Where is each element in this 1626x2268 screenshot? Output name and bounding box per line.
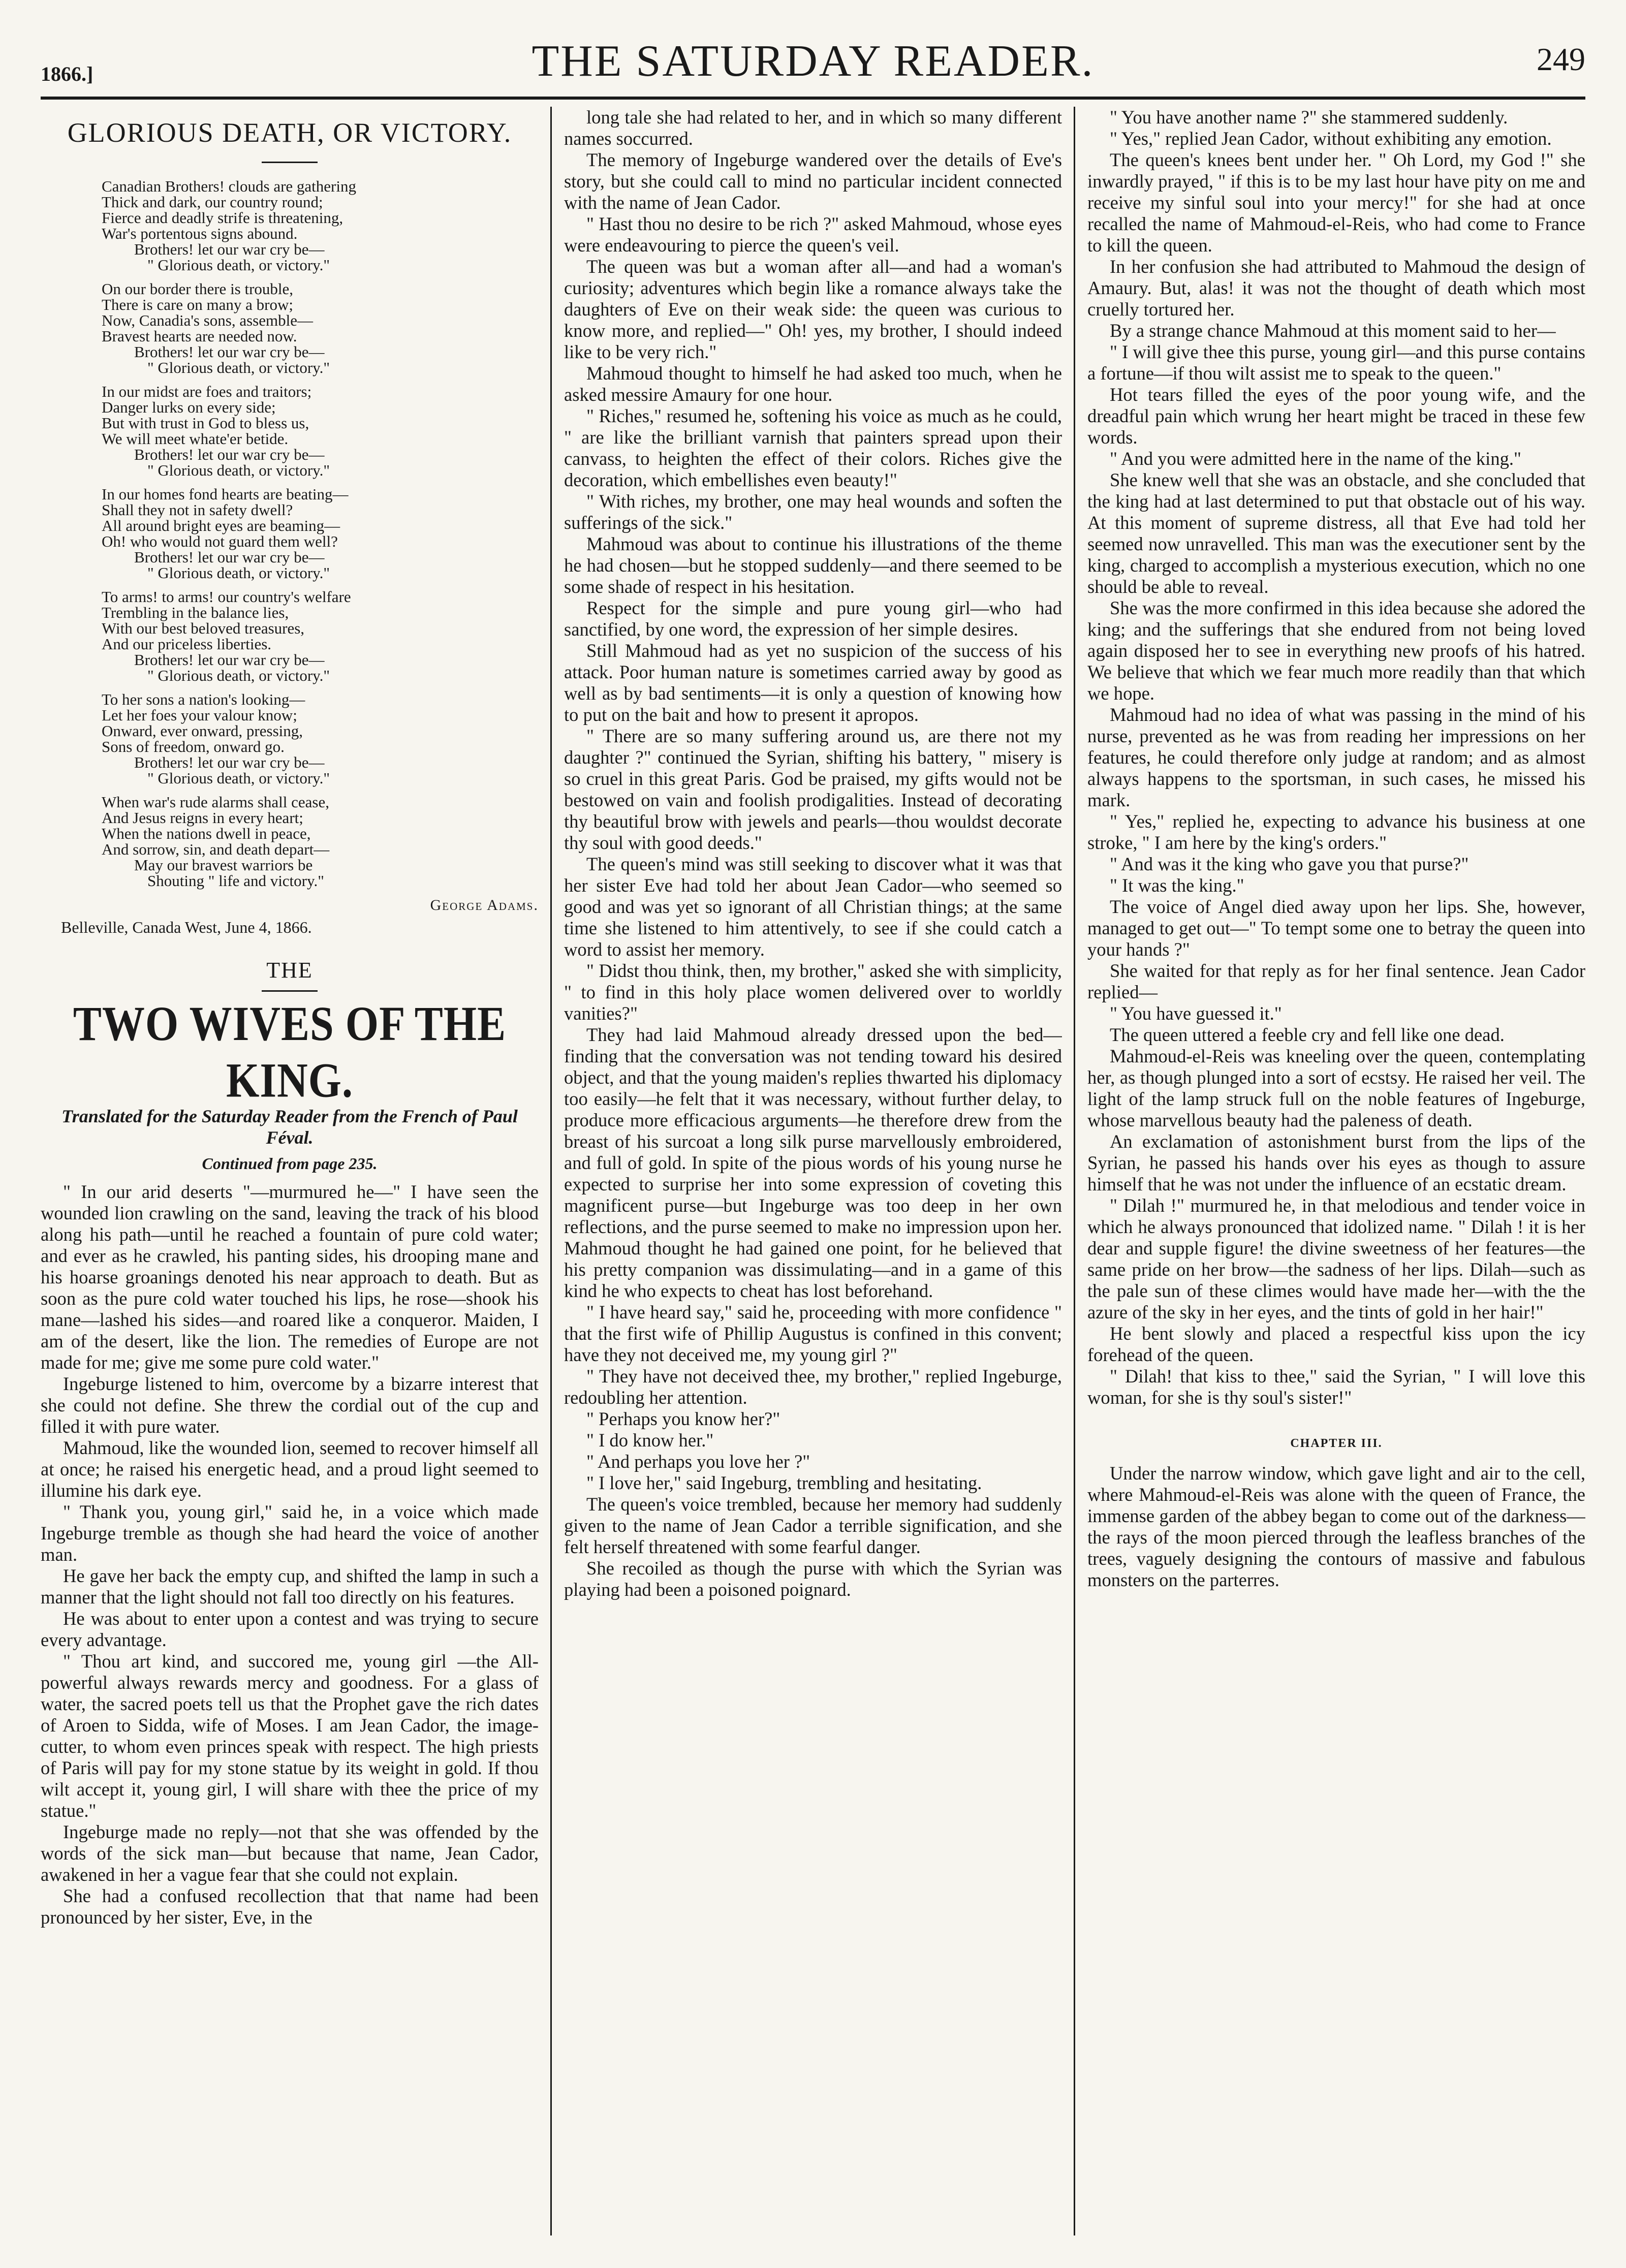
paragraph: " I will give thee this purse, young girl—and this purse contains a fortune—if thou wilt assist me to speak to the queen." — [1087, 341, 1585, 384]
paragraph: Mahmoud was about to continue his illustrations of the theme he had chosen—but he stopped suddenly—and there seemed to be some shade of respect in his hesitation. — [564, 533, 1062, 597]
poem-line: Trembling in the balance lies, — [102, 604, 289, 621]
paragraph: " Thank you, young girl," said he, in a voice which made Ingeburge tremble as though she had heard the voice of another man. — [41, 1501, 539, 1565]
paragraph: " I love her," said Ingeburg, trembling and hesitating. — [586, 1472, 982, 1493]
poem-line: Canadian Brothers! clouds are gathering — [102, 177, 356, 195]
paragraph: " I do know her." — [586, 1430, 714, 1451]
paragraph: Respect for the simple and pure young girl—who had sanctified, by one word, the expression of her simple desires. — [564, 597, 1062, 640]
paragraph: " Perhaps you know her?" — [586, 1408, 780, 1429]
paragraph: " It was the king." — [1110, 875, 1244, 896]
paragraph: Mahmoud, like the wounded lion, seemed to recover himself all at once; he raised his energetic head, and a proud light seemed to illumine his dark eye. — [41, 1437, 539, 1501]
poem-line: In our homes fond hearts are beating— — [102, 485, 349, 503]
poem-line: " Glorious death, or victory." — [147, 667, 330, 684]
paragraph: Mahmoud thought to himself he had asked too much, when he asked messire Amaury for one hour. — [564, 363, 1062, 405]
poem-line: But with trust in God to bless us, — [102, 414, 309, 432]
poem-line: Sons of freedom, onward go. — [102, 738, 285, 755]
paragraph: " You have guessed it." — [1110, 1003, 1282, 1024]
column-3 — [1087, 107, 1585, 2235]
paragraph: The memory of Ingeburge wandered over the details of Eve's story, but she could call to mind no particular incident connected with the name of Jean Cador. — [564, 149, 1062, 213]
poem-line: Brothers! let our war cry be— — [134, 753, 325, 771]
paragraph: " Yes," replied he, expecting to advance his business at one stroke, " I am here by the king's orders." — [1087, 811, 1585, 853]
column-divider — [1074, 107, 1075, 2235]
paragraph: " Riches," resumed he, softening his voice as much as he could, " are like the brilliant varnish that painters spread upon their canvass, to heighten the effect of their colors. Riches give the decoration, which embellishes even beauty!" — [564, 405, 1062, 490]
paragraph: " Didst thou think, then, my brother," asked she with simplicity, " to find in this holy place women delivered over to worldly vanities?" — [564, 960, 1062, 1024]
poem-line: To her sons a nation's looking— — [102, 690, 305, 708]
poem-line: When war's rude alarms shall cease, — [102, 793, 330, 811]
column-2 — [564, 107, 1062, 2235]
paragraph: " You have another name ?" she stammered suddenly. — [1110, 107, 1508, 128]
poem-stanza — [102, 691, 539, 786]
poem-line: Brothers! let our war cry be— — [134, 548, 325, 566]
article-columns — [41, 107, 1585, 2235]
paragraph: " Yes," replied Jean Cador, without exhibiting any emotion. — [1110, 128, 1552, 149]
poem-line: When the nations dwell in peace, — [102, 825, 311, 842]
poem-dateline: Belleville, Canada West, June 4, 1866. — [61, 918, 312, 936]
story-pre-title: THE — [266, 958, 313, 983]
poem-stanza — [102, 486, 539, 581]
paragraph: " Hast thou no desire to be rich ?" asked Mahmoud, whose eyes were endeavouring to pierce the queen's veil. — [564, 213, 1062, 256]
poem-line: And our priceless liberties. — [102, 635, 272, 653]
poem-line: Danger lurks on every side; — [102, 398, 276, 416]
poem-stanza — [102, 281, 539, 375]
column-divider — [550, 107, 552, 2235]
title-rule — [262, 990, 318, 992]
paragraph: In her confusion she had attributed to Mahmoud the design of Amaury. But, alas! it was not the thought of death which most cruelly tortured her. — [1087, 256, 1585, 320]
poem-line: " Glorious death, or victory." — [147, 256, 330, 274]
paragraph: He bent slowly and placed a respectful kiss upon the icy forehead of the queen. — [1087, 1323, 1585, 1365]
poem-stanza — [102, 178, 539, 273]
paragraph: An exclamation of astonishment burst from the lips of the Syrian, he passed his hands over his eyes as though to assure himself that he was not under the influence of an ecstatic dream. — [1087, 1131, 1585, 1194]
poem-body — [41, 178, 539, 889]
poem-line: Bravest hearts are needed now. — [102, 327, 297, 345]
poem-line: There is care on many a brow; — [102, 296, 294, 313]
poem-line: And Jesus reigns in every heart; — [102, 809, 303, 827]
paragraph: The queen's mind was still seeking to discover what it was that her sister Eve had told her about Jean Cador—who seemed so good and was yet so ignorant of all Christian things; at the same time she listened to him attentively, to see if she could catch a word to assist her memory. — [564, 854, 1062, 960]
chapter-text — [1087, 1463, 1585, 1591]
poem-stanza — [102, 794, 539, 889]
paragraph: " I have heard say," said he, proceeding with more confidence " that the first wife of Phillip Augustus is confined in this convent; have they not deceived me, my young girl ?" — [564, 1302, 1062, 1365]
paragraph: " And was it the king who gave you that purse?" — [1110, 854, 1469, 874]
poem-line: All around bright eyes are beaming— — [102, 517, 340, 534]
paragraph: He gave her back the empty cup, and shifted the lamp in such a manner that the light should not fall too directly on his features. — [41, 1565, 539, 1608]
poem-line: Now, Canadia's sons, assemble— — [102, 311, 313, 329]
paragraph: long tale she had related to her, and in which so many different names soccurred. — [564, 107, 1062, 149]
page-number: 249 — [1537, 41, 1585, 77]
paragraph: " Dilah! that kiss to thee," said the Syrian, " I will love this woman, for she is thy soul's sister!" — [1087, 1366, 1585, 1408]
paragraph: She was the more confirmed in this idea because she adored the king; and the sufferings that she endured from not being loved again disposed her to see in everything new proofs of his hatred. We believe that which we fear much more readily than that which we hope. — [1087, 597, 1585, 704]
paragraph: The queen uttered a feeble cry and fell like one dead. — [1110, 1024, 1505, 1045]
paragraph: Under the narrow window, which gave light and air to the cell, where Mahmoud-el-Reis was alone with the queen of France, the immense garden of the abbey began to come out of the darkness—the rays of the moon pierced through the leafless branches of the trees, vaguely designing the contours of massive and fabulous monsters on the parterres. — [1087, 1463, 1585, 1590]
story-title: TWO WIVES OF THE KING. — [73, 996, 507, 1108]
paragraph: " With riches, my brother, one may heal wounds and soften the sufferings of the sick." — [564, 491, 1062, 533]
poem-line: " Glorious death, or victory." — [147, 359, 330, 376]
poem-line: Shouting " life and victory." — [147, 872, 324, 890]
poem-line: May our bravest warriors be — [134, 856, 313, 874]
poem-signature: George Adams. — [430, 897, 539, 914]
paragraph: The voice of Angel died away upon her lips. She, however, managed to get out—" To tempt some one to betray the queen into your hands ?" — [1087, 896, 1585, 960]
paragraph: Hot tears filled the eyes of the poor young wife, and the dreadful pain which wrung her heart might be traced in these few words. — [1087, 384, 1585, 448]
story-text-column-1 — [41, 1181, 539, 1928]
poem-line: War's portentous signs abound. — [102, 225, 298, 242]
story-subtitle: Translated for the Saturday Reader from the French of Paul Féval. — [61, 1106, 518, 1148]
masthead — [41, 30, 1585, 100]
paragraph: " They have not deceived thee, my brother," replied Ingeburge, redoubling her attention. — [564, 1366, 1062, 1408]
poem-line: And sorrow, sin, and death depart— — [102, 840, 330, 858]
paragraph: " And perhaps you love her ?" — [586, 1451, 810, 1472]
paragraph: " Dilah !" murmured he, in that melodious and tender voice in which he always pronounced that idolized name. " Dilah ! it is her dear and supple figure! the divine sweetness of her features—the same pride on her brow—the sadness of her lips. Dilah—such as the pale sun of these climes would have made her—with the the azure of the sky in her eyes, and the tints of gold in her hair!" — [1087, 1195, 1585, 1322]
paragraph: Mahmoud-el-Reis was kneeling over the queen, contemplating her, as though plunged into a sort of ecstsy. He raised her veil. The light of the lamp struck full on the noble features of Ingeburge, whose marvellous beauty had the paleness of death. — [1087, 1046, 1585, 1130]
paragraph: Ingeburge made no reply—not that she was offended by the words of the sick man—but because that name, Jean Cador, awakened in her a vague fear that she could not explain. — [41, 1821, 539, 1885]
poem-line: " Glorious death, or victory." — [147, 769, 330, 787]
title-rule — [262, 162, 318, 163]
paragraph: Ingeburge listened to him, overcome by a bizarre interest that she could not define. She threw the cordial out of the cup and filled it with pure water. — [41, 1373, 539, 1437]
paragraph: Still Mahmoud had as yet no suspicion of the success of his attack. Poor human nature is sometimes carried away by good as well as by bad sentiments—it is only a question of knowing how to put on the bait and how to present it apropos. — [564, 640, 1062, 725]
paragraph: Mahmoud had no idea of what was passing in the mind of his nurse, prevented as he was from reading her impressions on her features, he could therefore only judge at random; and as almost always happens to the sportsman, in such cases, he missed his mark. — [1087, 704, 1585, 810]
paragraph: The queen's knees bent under her. " Oh Lord, my God !" she inwardly prayed, " if this is to be my last hour have pity on me and receive my sinful soul into your mercy!" for she had at once recalled the name of Mahmoud-el-Reis, who had come to France to kill the queen. — [1087, 149, 1585, 256]
poem-title: GLORIOUS DEATH, OR VICTORY. — [67, 117, 512, 148]
poem-line: On our border there is trouble, — [102, 280, 294, 298]
poem-line: Oh! who would not guard them well? — [102, 532, 338, 550]
poem-line: Brothers! let our war cry be— — [134, 446, 325, 463]
poem-line: " Glorious death, or victory." — [147, 564, 330, 582]
poem-line: Fierce and deadly strife is threatening, — [102, 209, 343, 227]
poem-line: With our best beloved treasures, — [102, 619, 305, 637]
story-text-column-3 — [1087, 107, 1585, 1408]
paragraph: " Thou art kind, and succored me, young girl —the All-powerful always rewards mercy and goodness. For a glass of water, the sacred poets tell us that the Prophet gave the rich dates of Aroen to Sidda, wife of Moses. I am Jean Cador, the image-cutter, to whom even princes speak with respect. The high priests of Paris will pay for my stone statue by its weight in gold. If thou wilt accept it, young girl, I will share with thee the price of my statue." — [41, 1651, 539, 1821]
poem-line: " Glorious death, or victory." — [147, 461, 330, 479]
poem-line: Onward, ever onward, pressing, — [102, 722, 303, 740]
paragraph: The queen's voice trembled, because her memory had suddenly given to the name of Jean Cador a terrible signification, and she felt herself threatened with some fearful danger. — [564, 1494, 1062, 1557]
story-text-column-2 — [564, 107, 1062, 1600]
poem-line: Shall they not in safety dwell? — [102, 501, 293, 519]
poem-line: In our midst are foes and traitors; — [102, 383, 312, 400]
poem-stanza — [102, 589, 539, 683]
newspaper-title: THE SATURDAY READER. — [531, 37, 1095, 86]
issue-date: 1866.] — [41, 62, 93, 85]
story-continued-note: Continued from page 235. — [202, 1154, 378, 1173]
paragraph: She had a confused recollection that that name had been pronounced by her sister, Eve, in the — [41, 1885, 539, 1928]
poem-line: Thick and dark, our country round; — [102, 193, 323, 211]
poem-line: We will meet whate'er betide. — [102, 430, 289, 448]
paragraph: The queen was but a woman after all—and had a woman's curiosity; adventures which begin like a romance always take the daughters of Eve on their weak side: the queen was curious to know more, and replied—" Oh! yes, my brother, I should indeed like to be very rich." — [564, 256, 1062, 362]
paragraph: She recoiled as though the purse with which the Syrian was playing had been a poisoned poignard. — [564, 1558, 1062, 1600]
poem-line: Let her foes your valour know; — [102, 706, 297, 724]
poem-line: Brothers! let our war cry be— — [134, 651, 325, 669]
chapter-heading: CHAPTER III. — [1290, 1437, 1383, 1450]
poem-line: Brothers! let our war cry be— — [134, 343, 325, 361]
paragraph: He was about to enter upon a contest and was trying to secure every advantage. — [41, 1608, 539, 1650]
paragraph: They had laid Mahmoud already dressed upon the bed—finding that the conversation was not tending toward his desired object, and that the young maiden's replies thwarted his diplomacy too easily—he felt that it was necessary, without further delay, to produce more efficacious arguments—he therefore drew from the breast of his surcoat a long silk purse marvellously embroidered, and full of gold. In spite of the pious words of his young nurse he expected to surprise her into some expression of coveting this magnificent purse—but Ingeburge was too deep in her own reflections, and the purse seemed to make no impression upon her. Mahmoud thought he had gained one point, for he believed that his pretty companion was dissimulating—and in a game of this kind he who expects to cheat has lost beforehand. — [564, 1024, 1062, 1301]
paragraph: " There are so many suffering around us, are there not my daughter ?" continued the Syrian, shifting his battery, " misery is so cruel in this great Paris. God be praised, my gifts would not be bestowed on vain and foolish prodigalities. Instead of decorating thy beautiful brow with jewels and pearls—thou wouldst decorate thy soul with good deeds." — [564, 726, 1062, 853]
column-1 — [41, 107, 539, 2235]
paragraph: By a strange chance Mahmoud at this moment said to her— — [1110, 320, 1556, 341]
paragraph: " And you were admitted here in the name of the king." — [1110, 448, 1521, 469]
paragraph: She waited for that reply as for her final sentence. Jean Cador replied— — [1087, 960, 1585, 1002]
poem-stanza — [102, 384, 539, 478]
poem-line: Brothers! let our war cry be— — [134, 240, 325, 258]
paragraph: She knew well that she was an obstacle, and she concluded that the king had at last determined to put that obstacle out of his way. At this moment of supreme distress, all that Eve had told her seemed now unravelled. This man was the executioner sent by the king, charged to accomplish a mysterious execution, which no one should be able to reveal. — [1087, 469, 1585, 597]
poem-line: To arms! to arms! our country's welfare — [102, 588, 351, 606]
paragraph: " In our arid deserts "—murmured he—" I have seen the wounded lion crawling on the sand, leaving the track of his blood along his path—until he reached a fountain of pure cold water; and ever as he crawled, his panting sides, his drooping mane and his hoarse groanings denoted his near approach to death. But as soon as the pure cold water touched his lips, he rose—shook his mane—lashed his sides—and roared like a conqueror. Maiden, I am of the desert, like the lion. The remedies of Europe are not made for me; give me some pure cold water." — [41, 1181, 539, 1373]
